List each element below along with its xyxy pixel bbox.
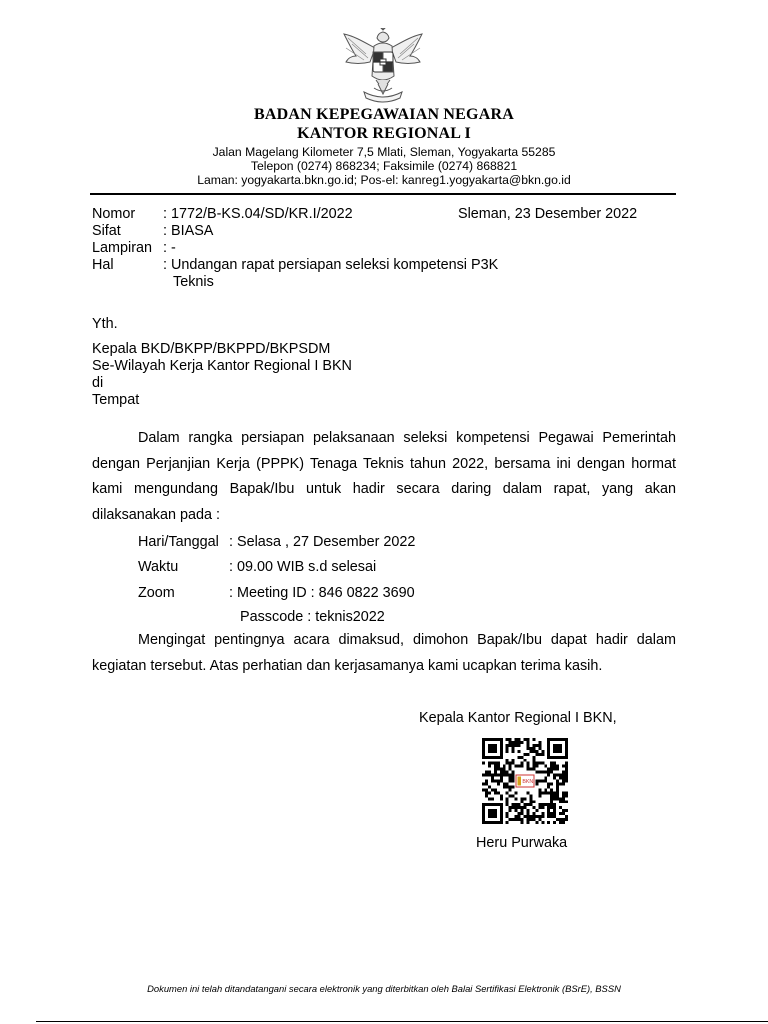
schedule-zoom-meeting-id: : Meeting ID : 846 0822 3690 xyxy=(229,585,415,601)
nomor-label: Nomor xyxy=(92,206,136,222)
office-address: Jalan Magelang Kilometer 7,5 Mlati, Sleman, Yogyakarta 55285 xyxy=(212,145,556,159)
hal-value: : Undangan rapat persiapan seleksi kompetensi P3K xyxy=(163,257,499,273)
schedule-day-label: Hari/Tanggal xyxy=(138,534,219,550)
e-signature-note: Dokumen ini telah ditandatangani secara elektronik yang diterbitkan oleh Balai Sertifikasi Elektronik (BSrE), BSSN xyxy=(147,983,621,994)
letter-date: Sleman, 23 Desember 2022 xyxy=(458,206,638,222)
signature-title: Kepala Kantor Regional I BKN, xyxy=(419,710,617,726)
schedule-time-value: : 09.00 WIB s.d selesai xyxy=(229,559,377,575)
page-bottom-divider xyxy=(36,1021,768,1022)
nomor-value: : 1772/B-KS.04/SD/KR.I/2022 xyxy=(163,206,353,222)
lampiran-value: : - xyxy=(163,240,176,256)
schedule-zoom-label: Zoom xyxy=(138,585,175,601)
recipient-line-4: Tempat xyxy=(92,392,140,408)
letterhead-divider xyxy=(90,193,676,195)
office-name: KANTOR REGIONAL I xyxy=(297,125,471,142)
hal-value-continued: Teknis xyxy=(173,274,214,290)
garuda-emblem-icon xyxy=(340,28,426,104)
lampiran-label: Lampiran xyxy=(92,240,152,256)
schedule-day-value: : Selasa , 27 Desember 2022 xyxy=(229,534,416,550)
recipient-line-2: Se-Wilayah Kerja Kantor Regional I BKN xyxy=(92,358,352,374)
schedule-zoom-passcode: Passcode : teknis2022 xyxy=(240,609,385,625)
sifat-label: Sifat xyxy=(92,223,121,239)
body-paragraph-2: Mengingat pentingnya acara dimaksud, dimohon Bapak/Ibu dapat hadir dalam kegiatan tersebut. Atas perhatian dan kerjasamanya kami ucapkan terima kasih. xyxy=(92,632,676,674)
body-paragraph-1: Dalam rangka persiapan pelaksanaan seleksi kompetensi Pegawai Pemerintah dengan Perjanjian Kerja (PPPK) Tenaga Teknis tahun 2022, bersama ini dengan hormat kami mengundang Bapak/Ibu untuk hadir secara daring dalam rapat, yang akan dilaksanakan pada : xyxy=(92,430,676,523)
sifat-value: : BIASA xyxy=(163,223,214,239)
schedule-time-label: Waktu xyxy=(138,559,179,575)
office-phone: Telepon (0274) 868234; Faksimile (0274) 868821 xyxy=(250,159,518,173)
signatory-name: Heru Purwaka xyxy=(476,835,568,851)
recipient-line-3: di xyxy=(92,375,104,391)
bkn-logo-text: BKN xyxy=(522,779,534,786)
salutation: Yth. xyxy=(92,316,118,332)
hal-label: Hal xyxy=(92,257,114,273)
organization-name: BADAN KEPEGAWAIAN NEGARA xyxy=(254,106,514,123)
qr-code-icon xyxy=(481,738,569,824)
office-web: Laman: yogyakarta.bkn.go.id; Pos-el: kanreg1.yogyakarta@bkn.go.id xyxy=(197,173,571,187)
recipient-line-1: Kepala BKD/BKPP/BKPPD/BKPSDM xyxy=(92,341,331,357)
